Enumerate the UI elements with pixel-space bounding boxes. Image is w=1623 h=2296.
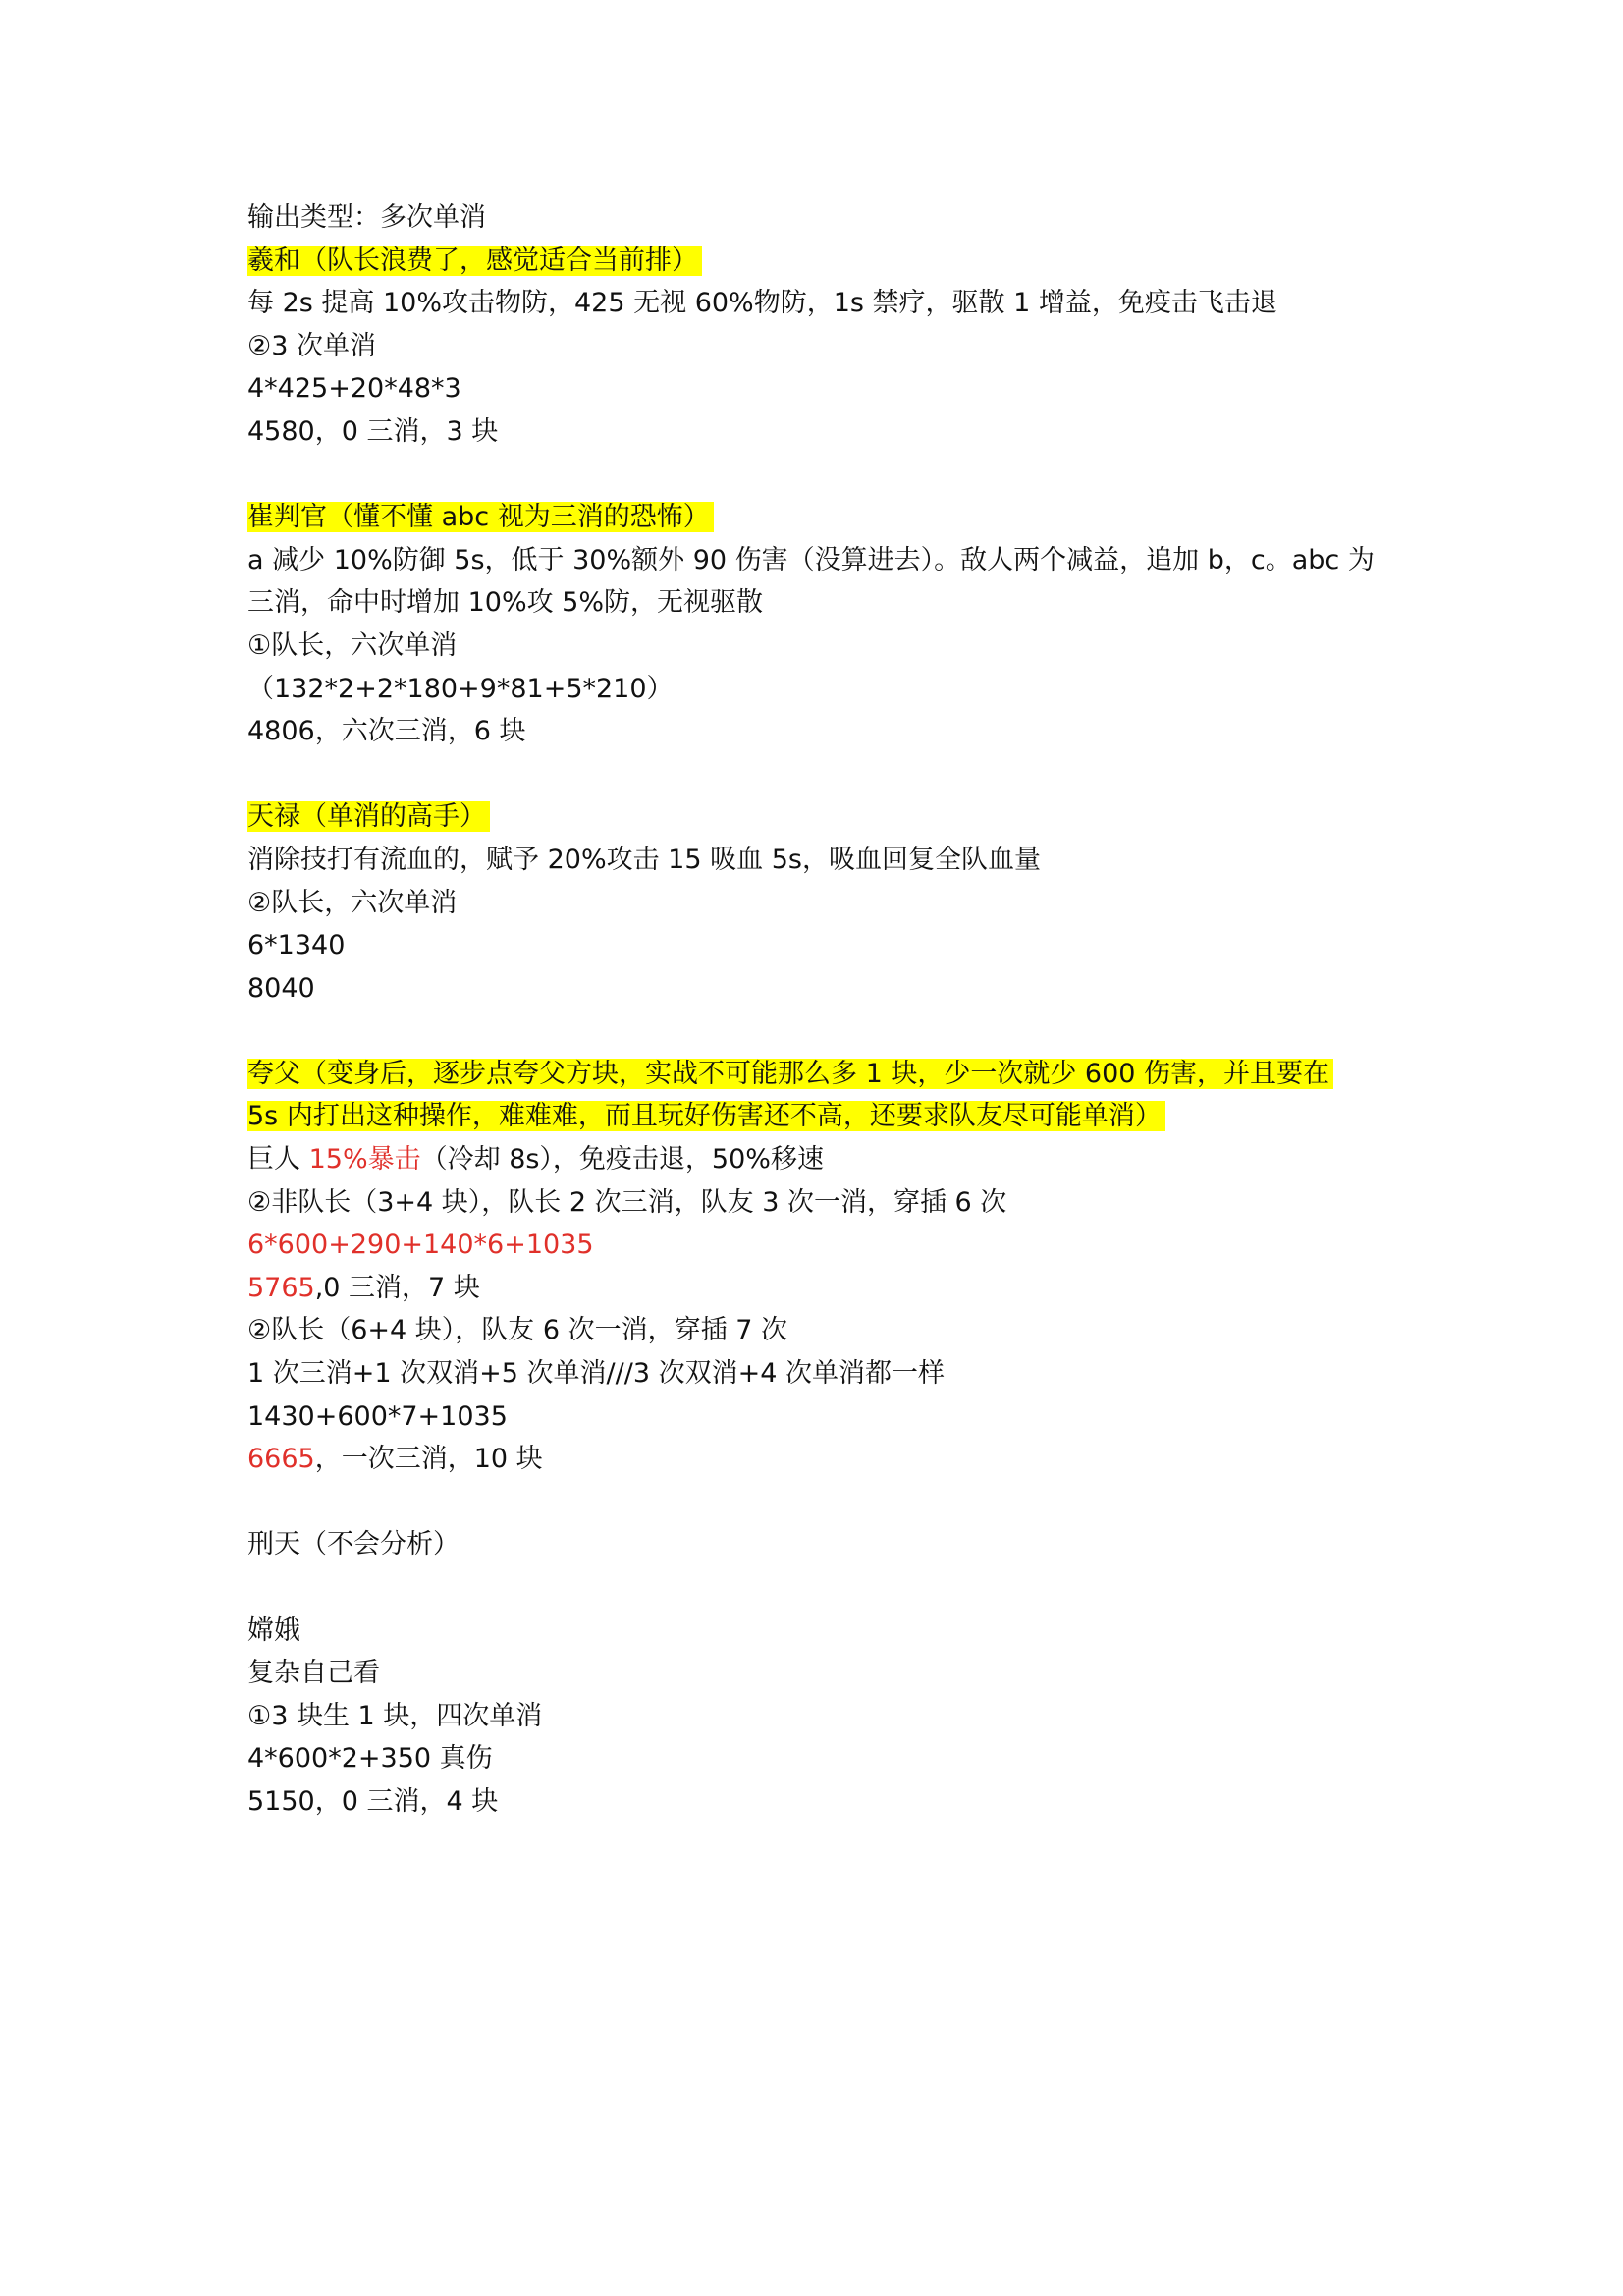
text-line: 1 次三消+1 次双消+5 次单消///3 次双消+4 次单消都一样: [247, 1358, 945, 1390]
text-line: 三消，命中时增加 10%攻 5%防，无视驱散: [247, 587, 764, 619]
result-line: 4806，六次三消，6 块: [247, 716, 526, 747]
text-span: ,0 三消，7 块: [314, 1272, 480, 1303]
text-line: ②非队长（3+4 块），队长 2 次三消，队友 3 次一消，穿插 6 次: [247, 1186, 1007, 1218]
section-heading-xingtian: 刑天（不会分析）: [247, 1529, 460, 1560]
section-heading-kuafu: [247, 1053, 1386, 1096]
text-line: a 减少 10%防御 5s，低于 30%额外 90 伤害（没算进去）。敌人两个减益，追加 b，c。abc 为: [247, 544, 1375, 575]
formula-line: 1430+600*7+1035: [247, 1400, 508, 1432]
text-line: ②3 次单消: [247, 330, 376, 361]
blank-line: [247, 753, 1386, 796]
blank-line: [247, 1010, 1386, 1053]
text-span: ，一次三消，10 块: [314, 1444, 543, 1475]
red-emphasis: 15%暴击: [308, 1144, 421, 1175]
blank-line: [247, 1481, 1386, 1524]
red-emphasis: 6665: [247, 1444, 315, 1475]
red-emphasis: 5765: [247, 1272, 315, 1303]
text-line: [247, 1138, 1386, 1181]
formula-line-red: 6*600+290+140*6+1035: [247, 1230, 594, 1261]
section-heading-cui: [247, 496, 1386, 539]
formula-line: 4*425+20*48*3: [247, 373, 461, 405]
output-type-line: 输出类型：多次单消: [247, 202, 486, 233]
text-line: ②队长，六次单消: [247, 887, 458, 918]
highlighted-heading: 羲和（队长浪费了，感觉适合当前排）: [247, 246, 702, 276]
highlighted-heading: 崔判官（懂不懂 abc 视为三消的恐怖）: [247, 502, 714, 532]
text-line: 每 2s 提高 10%攻击物防，425 无视 60%物防，1s 禁疗，驱散 1 增益，免疫击飞击退: [247, 288, 1277, 319]
text-span: 巨人: [247, 1144, 309, 1175]
result-line: 4580，0 三消，3 块: [247, 415, 499, 447]
text-span: （冷却 8s），免疫击退，50%移速: [420, 1144, 824, 1175]
document-page: [247, 196, 1386, 1824]
highlighted-heading: 5s 内打出这种操作，难难难，而且玩好伤害还不高，还要求队友尽可能单消）: [247, 1101, 1165, 1131]
formula-line: （132*2+2*180+9*81+5*210）: [247, 673, 674, 704]
text-line: ②队长（6+4 块），队友 6 次一消，穿插 7 次: [247, 1315, 787, 1346]
highlighted-heading: 夸父（变身后，逐步点夸父方块，实战不可能那么多 1 块，少一次就少 600 伤害，并且要在: [247, 1059, 1333, 1089]
text-line: ①队长，六次单消: [247, 629, 458, 661]
text-line: 复杂自己看: [247, 1658, 380, 1689]
section-heading-change: 嫦娥: [247, 1614, 300, 1646]
highlighted-heading: 天禄（单消的高手）: [247, 801, 490, 832]
text-line: ①3 块生 1 块，四次单消: [247, 1700, 543, 1731]
formula-line: 4*600*2+350 真伤: [247, 1743, 493, 1775]
section-heading-kuafu-cont: [247, 1095, 1386, 1138]
blank-line: [247, 454, 1386, 497]
section-heading-tianlu: [247, 795, 1386, 839]
result-line: [247, 1267, 1386, 1310]
formula-line: 6*1340: [247, 930, 346, 961]
text-line: 消除技打有流血的，赋予 20%攻击 15 吸血 5s，吸血回复全队血量: [247, 844, 1041, 875]
result-line: 5150，0 三消，4 块: [247, 1785, 499, 1817]
result-line: 8040: [247, 972, 315, 1004]
section-heading-xihe: [247, 240, 1386, 283]
blank-line: [247, 1566, 1386, 1610]
result-line: [247, 1438, 1386, 1481]
